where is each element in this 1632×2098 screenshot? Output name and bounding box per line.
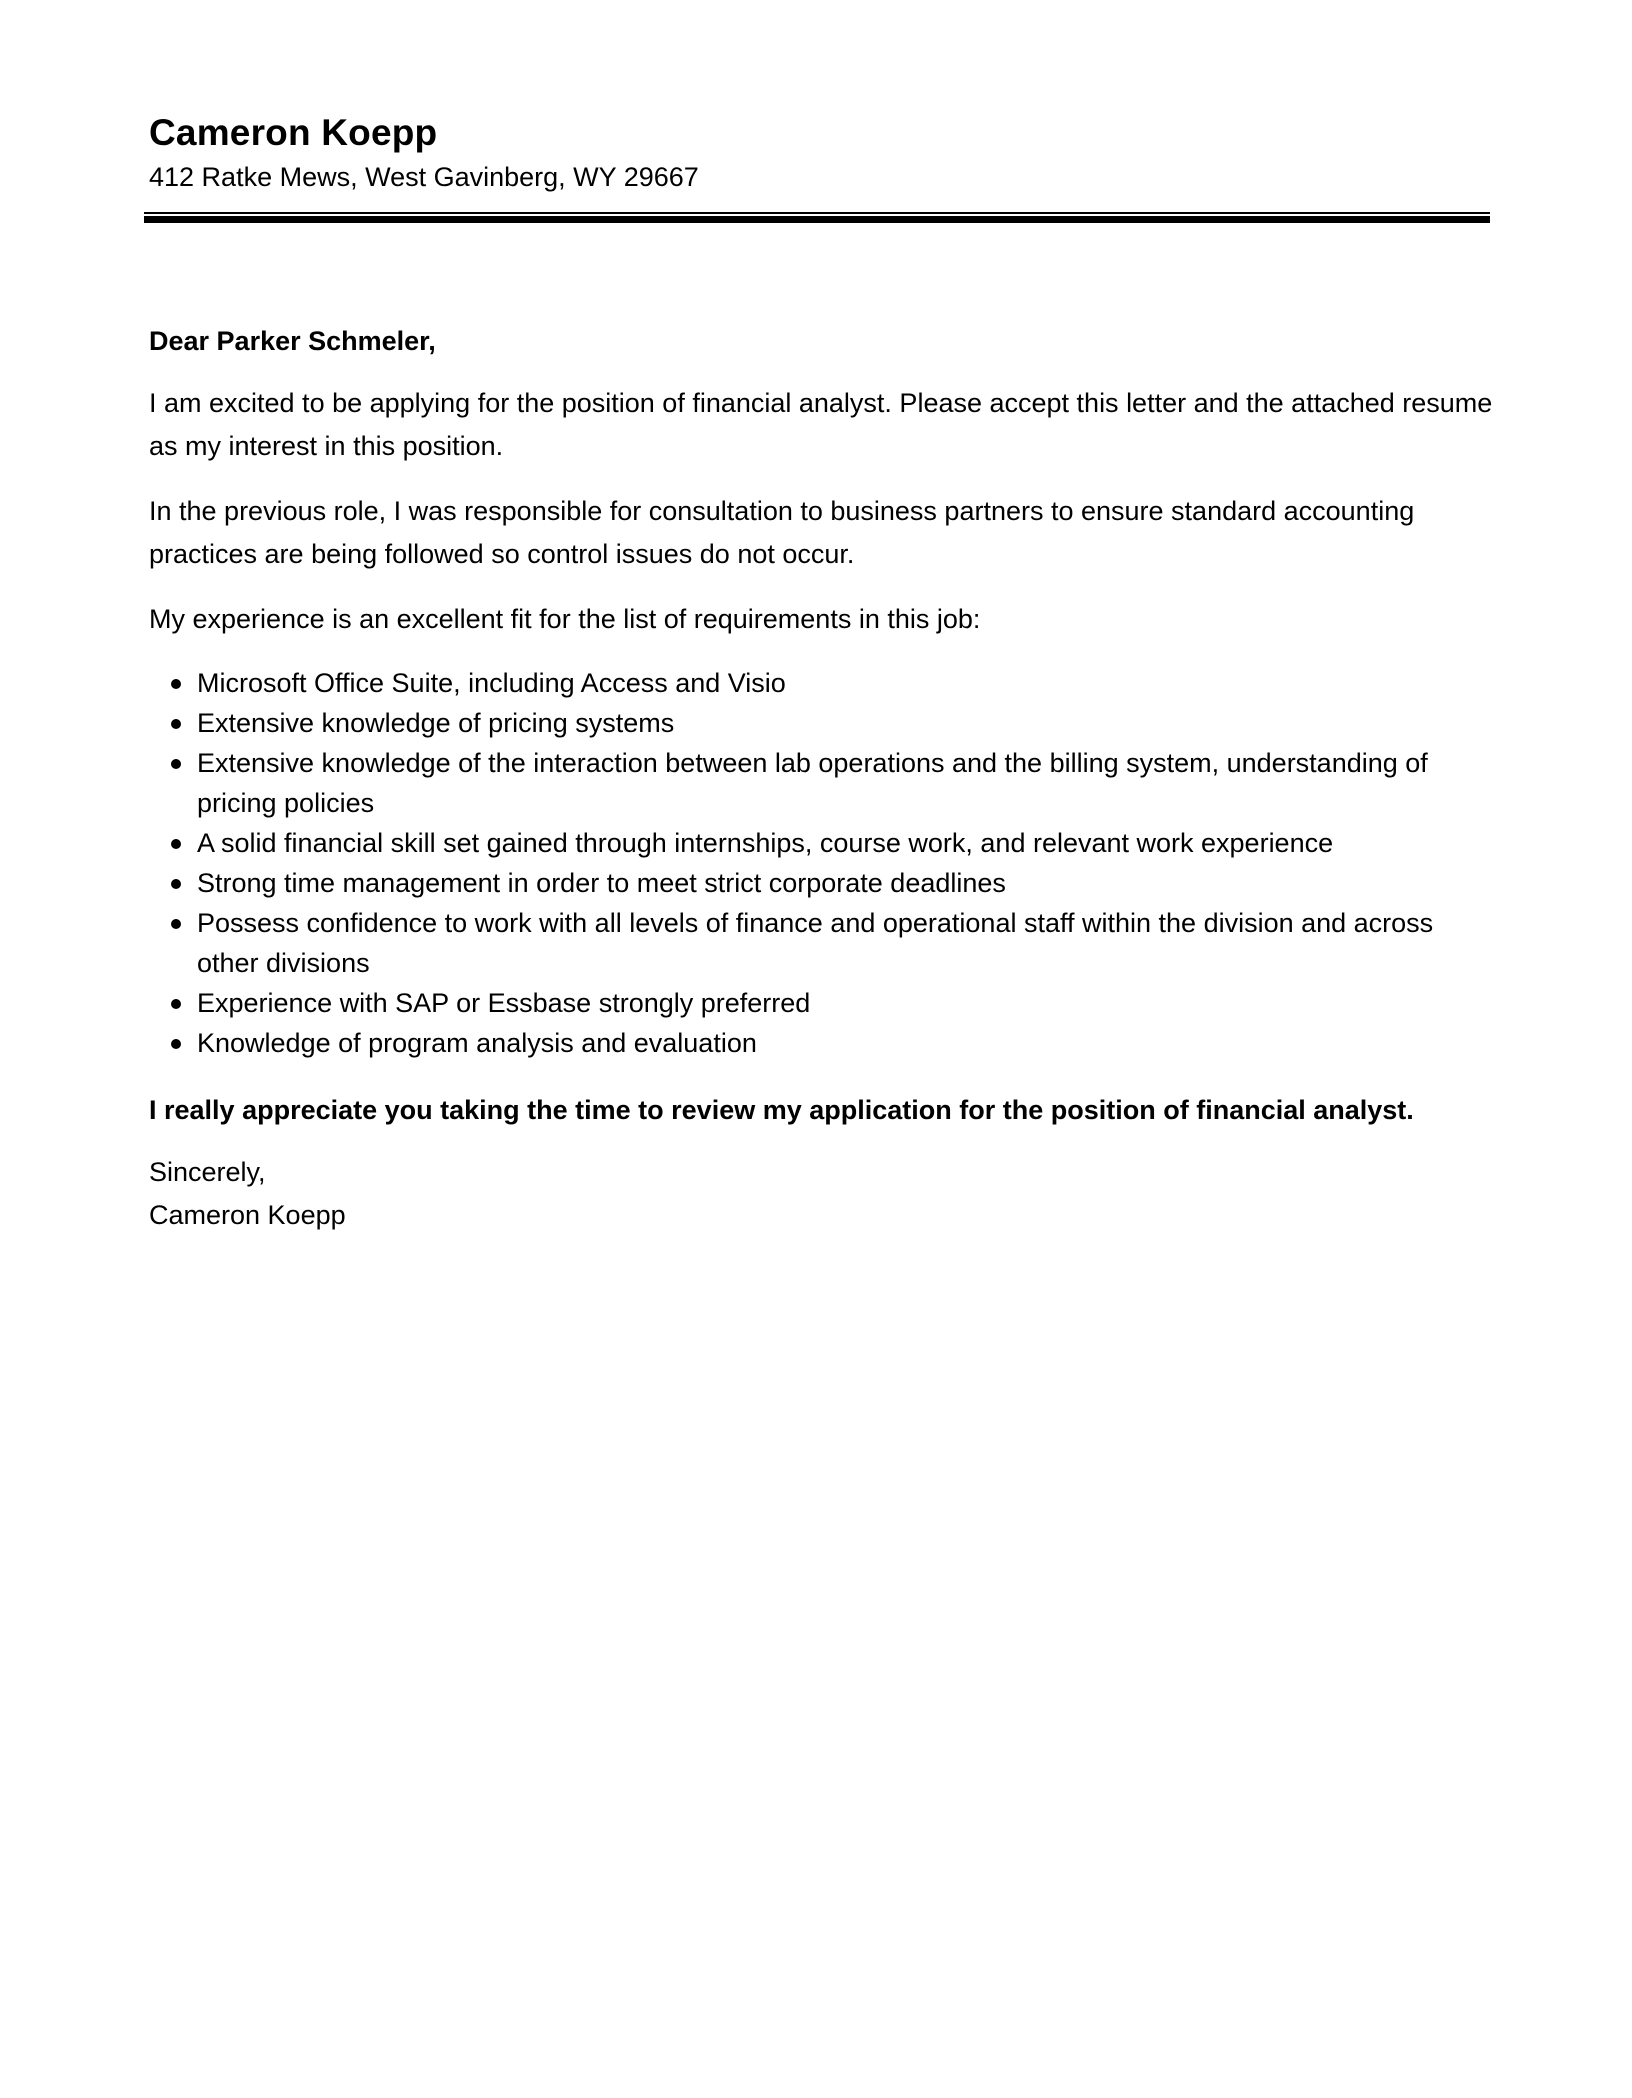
bullet-icon	[171, 839, 181, 849]
list-item	[149, 863, 1494, 903]
list-item-text: A solid financial skill set gained through internships, course work, and relevant work experience	[197, 828, 1334, 858]
paragraph-intro: I am excited to be applying for the position of financial analyst. Please accept this letter and the attached resume as my interest in this position.	[149, 388, 1493, 461]
bullet-icon	[171, 679, 181, 689]
header-divider	[144, 212, 1490, 223]
bullet-icon	[171, 879, 181, 889]
list-item	[149, 823, 1494, 863]
list-item	[149, 983, 1494, 1023]
salutation: Dear Parker Schmeler,	[149, 326, 436, 356]
bullet-icon	[171, 1039, 181, 1049]
list-item-text: Knowledge of program analysis and evaluation	[197, 1028, 757, 1058]
sender-address: 412 Ratke Mews, West Gavinberg, WY 29667	[149, 162, 699, 192]
bullet-icon	[171, 919, 181, 929]
list-item-text: Extensive knowledge of the interaction between lab operations and the billing system, understanding of pricing policies	[197, 748, 1428, 818]
bullet-icon	[171, 719, 181, 729]
list-item	[149, 703, 1494, 743]
closing-statement: I really appreciate you taking the time to review my application for the position of financial analyst.	[149, 1095, 1414, 1125]
letter-body	[149, 322, 1494, 1237]
list-item	[149, 743, 1494, 823]
paragraph-requirements-lead: My experience is an excellent fit for the list of requirements in this job:	[149, 604, 981, 634]
requirements-list	[149, 663, 1494, 1063]
signature-name: Cameron Koepp	[149, 1200, 346, 1230]
list-item-text: Strong time management in order to meet strict corporate deadlines	[197, 868, 1006, 898]
sender-name: Cameron Koepp	[149, 112, 438, 153]
bullet-icon	[171, 999, 181, 1009]
list-item	[149, 1023, 1494, 1063]
bullet-icon	[171, 759, 181, 769]
letter-header	[149, 110, 1489, 196]
signoff: Sincerely,	[149, 1157, 266, 1187]
header-divider-thick-line	[144, 216, 1490, 223]
list-item-text: Extensive knowledge of pricing systems	[197, 708, 675, 738]
list-item-text: Experience with SAP or Essbase strongly preferred	[197, 988, 811, 1018]
list-item	[149, 663, 1494, 703]
list-item-text: Microsoft Office Suite, including Access and Visio	[197, 668, 786, 698]
list-item-text: Possess confidence to work with all levels of finance and operational staff within the division and across other divisions	[197, 908, 1434, 978]
paragraph-previous-role: In the previous role, I was responsible for consultation to business partners to ensure standard accounting practices are being followed so control issues do not occur.	[149, 496, 1415, 569]
list-item	[149, 903, 1494, 983]
header-divider-thin-line	[144, 212, 1490, 214]
